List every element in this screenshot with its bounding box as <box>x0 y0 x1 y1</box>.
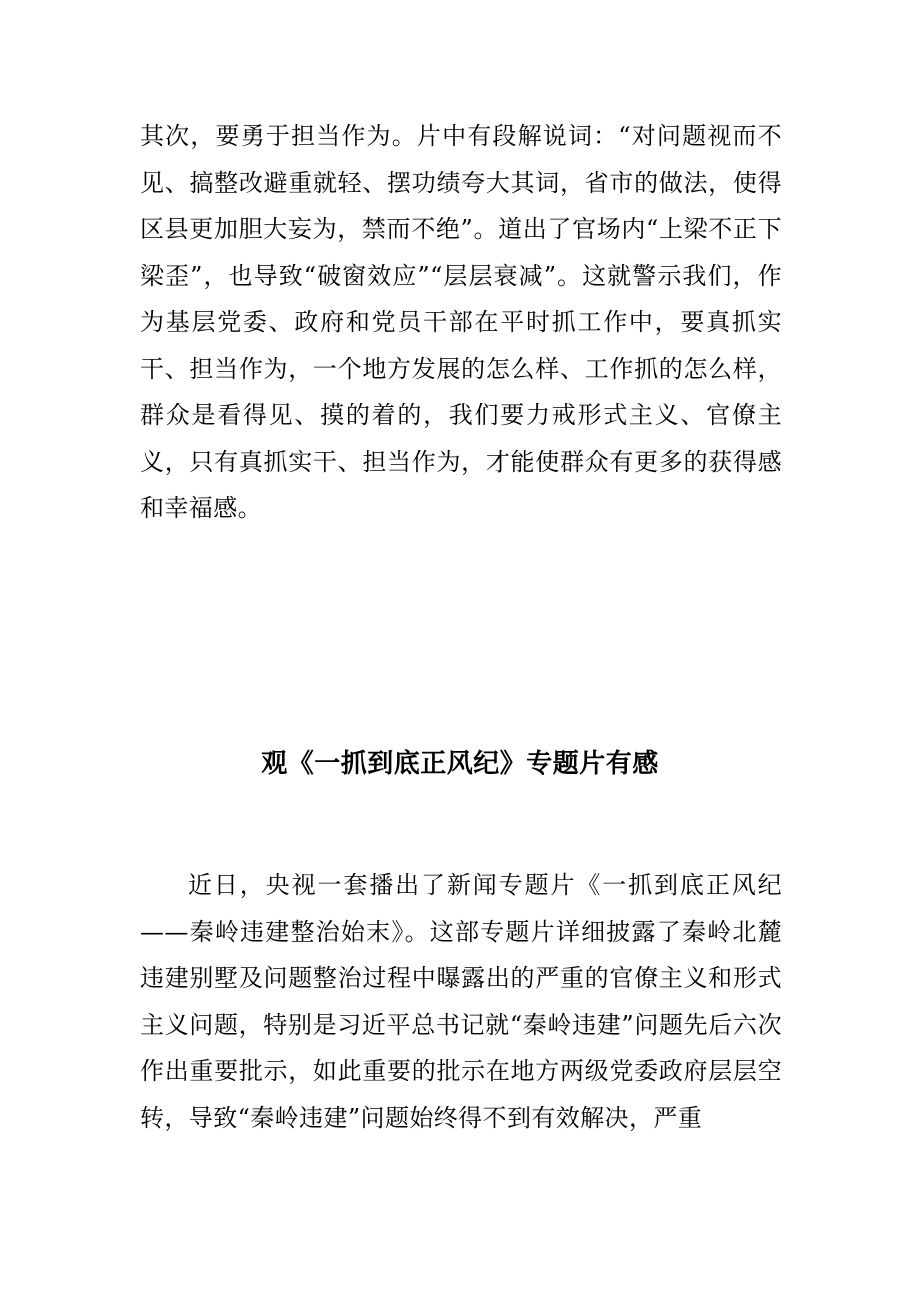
body-paragraph-2: 近日，央视一套播出了新闻专题片《一抓到底正风纪——秦岭违建整治始末》。这部专题片详细披露了秦岭北麓违建别墅及问题整治过程中曝露出的严重的官僚主义和形式主义问题，特别是习近平总书记就“秦岭违建”问题先后六次作出重要批示，如此重要的批示在地方两级党委政府层层空转，导致“秦岭违建”问题始终得不到有效解决，严重 <box>140 871 782 1132</box>
body-paragraph-1: 其次，要勇于担当作为。片中有段解说词：“对问题视而不见、搞整改避重就轻、摆功绩夸大其词，省市的做法，使得区县更加胆大妄为，禁而不绝”。道出了官场内“上梁不正下梁歪”，也导致“破窗效应”“层层衰减”。这就警示我们，作为基层党委、政府和党员干部在平时抓工作中，要真抓实干、担当作为，一个地方发展的怎么样、工作抓的怎么样，群众是看得见、摸的着的，我们要力戒形式主义、官僚主义，只有真抓实干、担当作为，才能使群众有更多的获得感和幸福感。 <box>140 122 782 522</box>
article-title: 观《一抓到底正风纪》专题片有感 <box>261 749 659 779</box>
